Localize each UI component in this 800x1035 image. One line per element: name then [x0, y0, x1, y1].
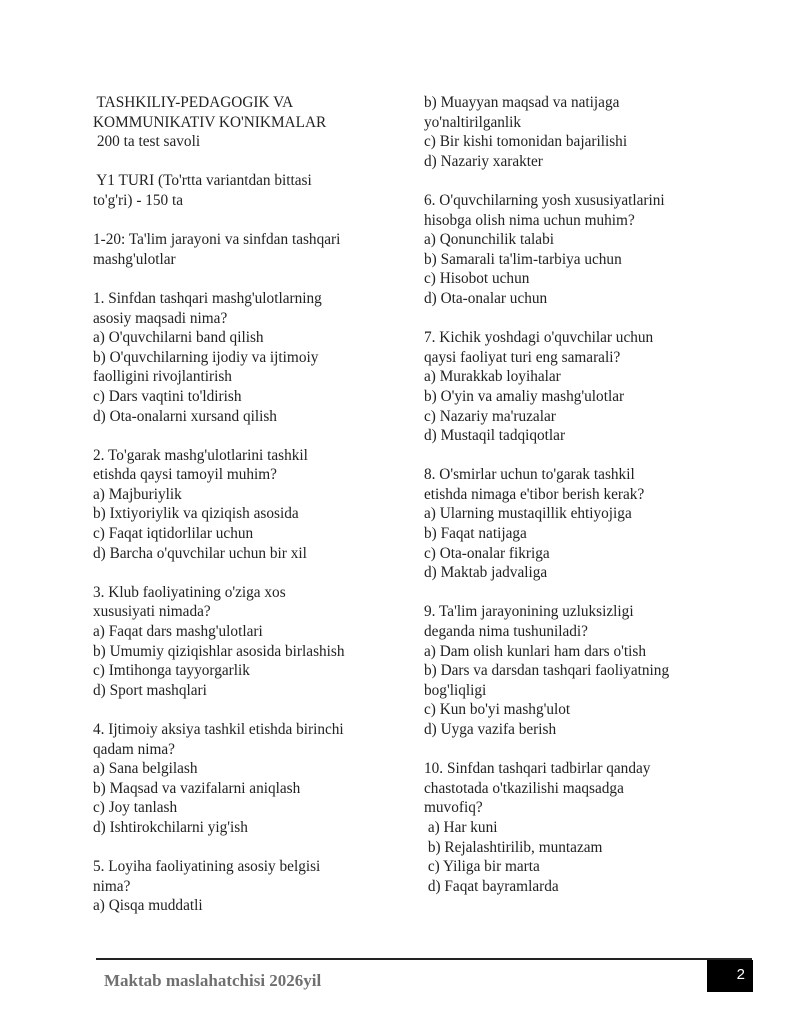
text-line: b) O'quvchilarning ijodiy va ijtimoiy: [93, 348, 319, 366]
text-line: d) Ota-onalar uchun: [424, 289, 548, 307]
text-line: a) Qisqa muddatli: [93, 897, 203, 915]
blank-line: [93, 152, 393, 172]
text-line: b) Faqat natijaga: [424, 525, 527, 543]
text-line: d) Maktab jadvaliga: [424, 564, 548, 582]
text-line: nima?: [93, 877, 131, 895]
blank-line: [93, 269, 393, 289]
text-line: a) Faqat dars mashg'ulotlari: [93, 623, 263, 641]
text-line: deganda nima tushuniladi?: [424, 623, 588, 641]
text-line: c) Bir kishi tomonidan bajarilishi: [424, 133, 628, 151]
text-line: 2. To'garak mashg'ulotlarini tashkil: [93, 446, 308, 464]
text-line: b) Rejalashtirilib, muntazam: [424, 838, 603, 856]
blank-line: [424, 583, 724, 603]
text-line: 7. Kichik yoshdagi o'quvchilar uchun: [424, 329, 654, 347]
text-line: Y1 TURI (To'rtta variantdan bittasi: [93, 172, 312, 190]
text-line: d) Nazariy xarakter: [424, 152, 543, 170]
blank-line: [424, 309, 724, 329]
text-line: a) Majburiylik: [93, 485, 182, 503]
text-line: 1-20: Ta'lim jarayoni va sinfdan tashqari: [93, 231, 341, 249]
text-line: muvofiq?: [424, 799, 483, 817]
text-line: c) Dars vaqtini to'ldirish: [93, 387, 242, 405]
text-line: a) Dam olish kunlari ham dars o'tish: [424, 642, 646, 660]
text-line: 8. O'smirlar uchun to'garak tashkil: [424, 466, 635, 484]
text-line: TASHKILIY-PEDAGOGIK VA: [93, 94, 294, 111]
text-line: qaysi faoliyat turi eng samarali?: [424, 348, 621, 366]
text-line: asosiy maqsadi nima?: [93, 309, 228, 327]
text-line: etishda qaysi tamoyil muhim?: [93, 466, 277, 484]
text-line: 6. O'quvchilarning yosh xususiyatlarini: [424, 191, 665, 209]
text-line: b) Ixtiyoriylik va qiziqish asosida: [93, 505, 299, 523]
text-line: hisobga olish nima uchun muhim?: [424, 211, 635, 229]
text-line: a) Har kuni: [424, 818, 498, 836]
text-line: mashg'ulotlar: [93, 250, 176, 268]
text-line: to'g'ri) - 150 ta: [93, 191, 184, 209]
text-line: etishda nimaga e'tibor berish kerak?: [424, 485, 645, 503]
text-line: c) Faqat iqtidorlilar uchun: [93, 525, 254, 543]
text-line: b) O'yin va amaliy mashg'ulotlar: [424, 387, 625, 405]
text-line: b) Samarali ta'lim-tarbiya uchun: [424, 250, 622, 268]
text-line: chastotada o'tkazilishi maqsadga: [424, 779, 624, 797]
text-line: a) Ularning mustaqillik ehtiyojiga: [424, 505, 632, 523]
text-line: a) Murakkab loyihalar: [424, 368, 561, 386]
text-line: d) Uyga vazifa berish: [424, 721, 557, 738]
text-line: KOMMUNIKATIV KO'NIKMALAR: [93, 113, 327, 131]
text-line: c) Kun bo'yi mashg'ulot: [424, 701, 571, 719]
blank-line: [93, 838, 393, 858]
text-line: 9. Ta'lim jarayonining uzluksizligi: [424, 603, 634, 621]
text-line: b) Umumiy qiziqishlar asosida birlashish: [93, 642, 345, 660]
text-line: d) Mustaqil tadqiqotlar: [424, 427, 566, 445]
text-line: 5. Loyiha faoliyatining asosiy belgisi: [93, 858, 321, 876]
blank-line: [424, 740, 724, 760]
text-line: d) Faqat bayramlarda: [424, 877, 559, 895]
text-line: 200 ta test savoli: [93, 133, 201, 151]
text-line: d) Ota-onalarni xursand qilish: [93, 407, 277, 425]
text-line: c) Imtihonga tayyorgarlik: [93, 662, 250, 680]
text-line: yo'naltirilganlik: [424, 113, 522, 131]
text-line: 10. Sinfdan tashqari tadbirlar qanday: [424, 760, 651, 778]
text-line: bog'liqligi: [424, 681, 487, 699]
text-line: d) Barcha o'quvchilar uchun bir xil: [93, 544, 307, 562]
blank-line: [93, 211, 393, 231]
right-column: [424, 93, 724, 896]
text-line: 1. Sinfdan tashqari mashg'ulotlarning: [93, 289, 322, 307]
blank-line: [93, 426, 393, 446]
blank-line: [424, 171, 724, 191]
text-line: b) Dars va darsdan tashqari faoliyatning: [424, 662, 670, 680]
left-column: [93, 93, 393, 916]
text-line: c) Yiliga bir marta: [424, 858, 540, 876]
blank-line: [93, 563, 393, 583]
text-line: c) Hisobot uchun: [424, 270, 530, 288]
text-line: a) Qonunchilik talabi: [424, 231, 554, 249]
text-line: 3. Klub faoliyatining o'ziga xos: [93, 583, 286, 601]
blank-line: [424, 446, 724, 466]
text-line: c) Ota-onalar fikriga: [424, 544, 550, 562]
text-line: 4. Ijtimoiy aksiya tashkil etishda birinchi: [93, 721, 344, 738]
text-line: b) Maqsad va vazifalarni aniqlash: [93, 779, 301, 797]
page-number: 2: [707, 960, 753, 992]
text-line: xususiyati nimada?: [93, 603, 211, 621]
text-line: c) Nazariy ma'ruzalar: [424, 407, 556, 425]
text-line: qadam nima?: [93, 740, 175, 758]
footer-divider: [96, 958, 752, 960]
text-line: a) O'quvchilarni band qilish: [93, 329, 264, 347]
text-line: b) Muayyan maqsad va natijaga: [424, 94, 620, 111]
footer-text: Maktab maslahatchisi 2026yil: [104, 971, 322, 990]
text-line: faolligini rivojlantirish: [93, 368, 232, 386]
text-line: d) Sport mashqlari: [93, 681, 207, 699]
text-line: c) Joy tanlash: [93, 799, 178, 817]
blank-line: [93, 700, 393, 720]
text-line: d) Ishtirokchilarni yig'ish: [93, 818, 248, 836]
text-line: a) Sana belgilash: [93, 760, 198, 778]
